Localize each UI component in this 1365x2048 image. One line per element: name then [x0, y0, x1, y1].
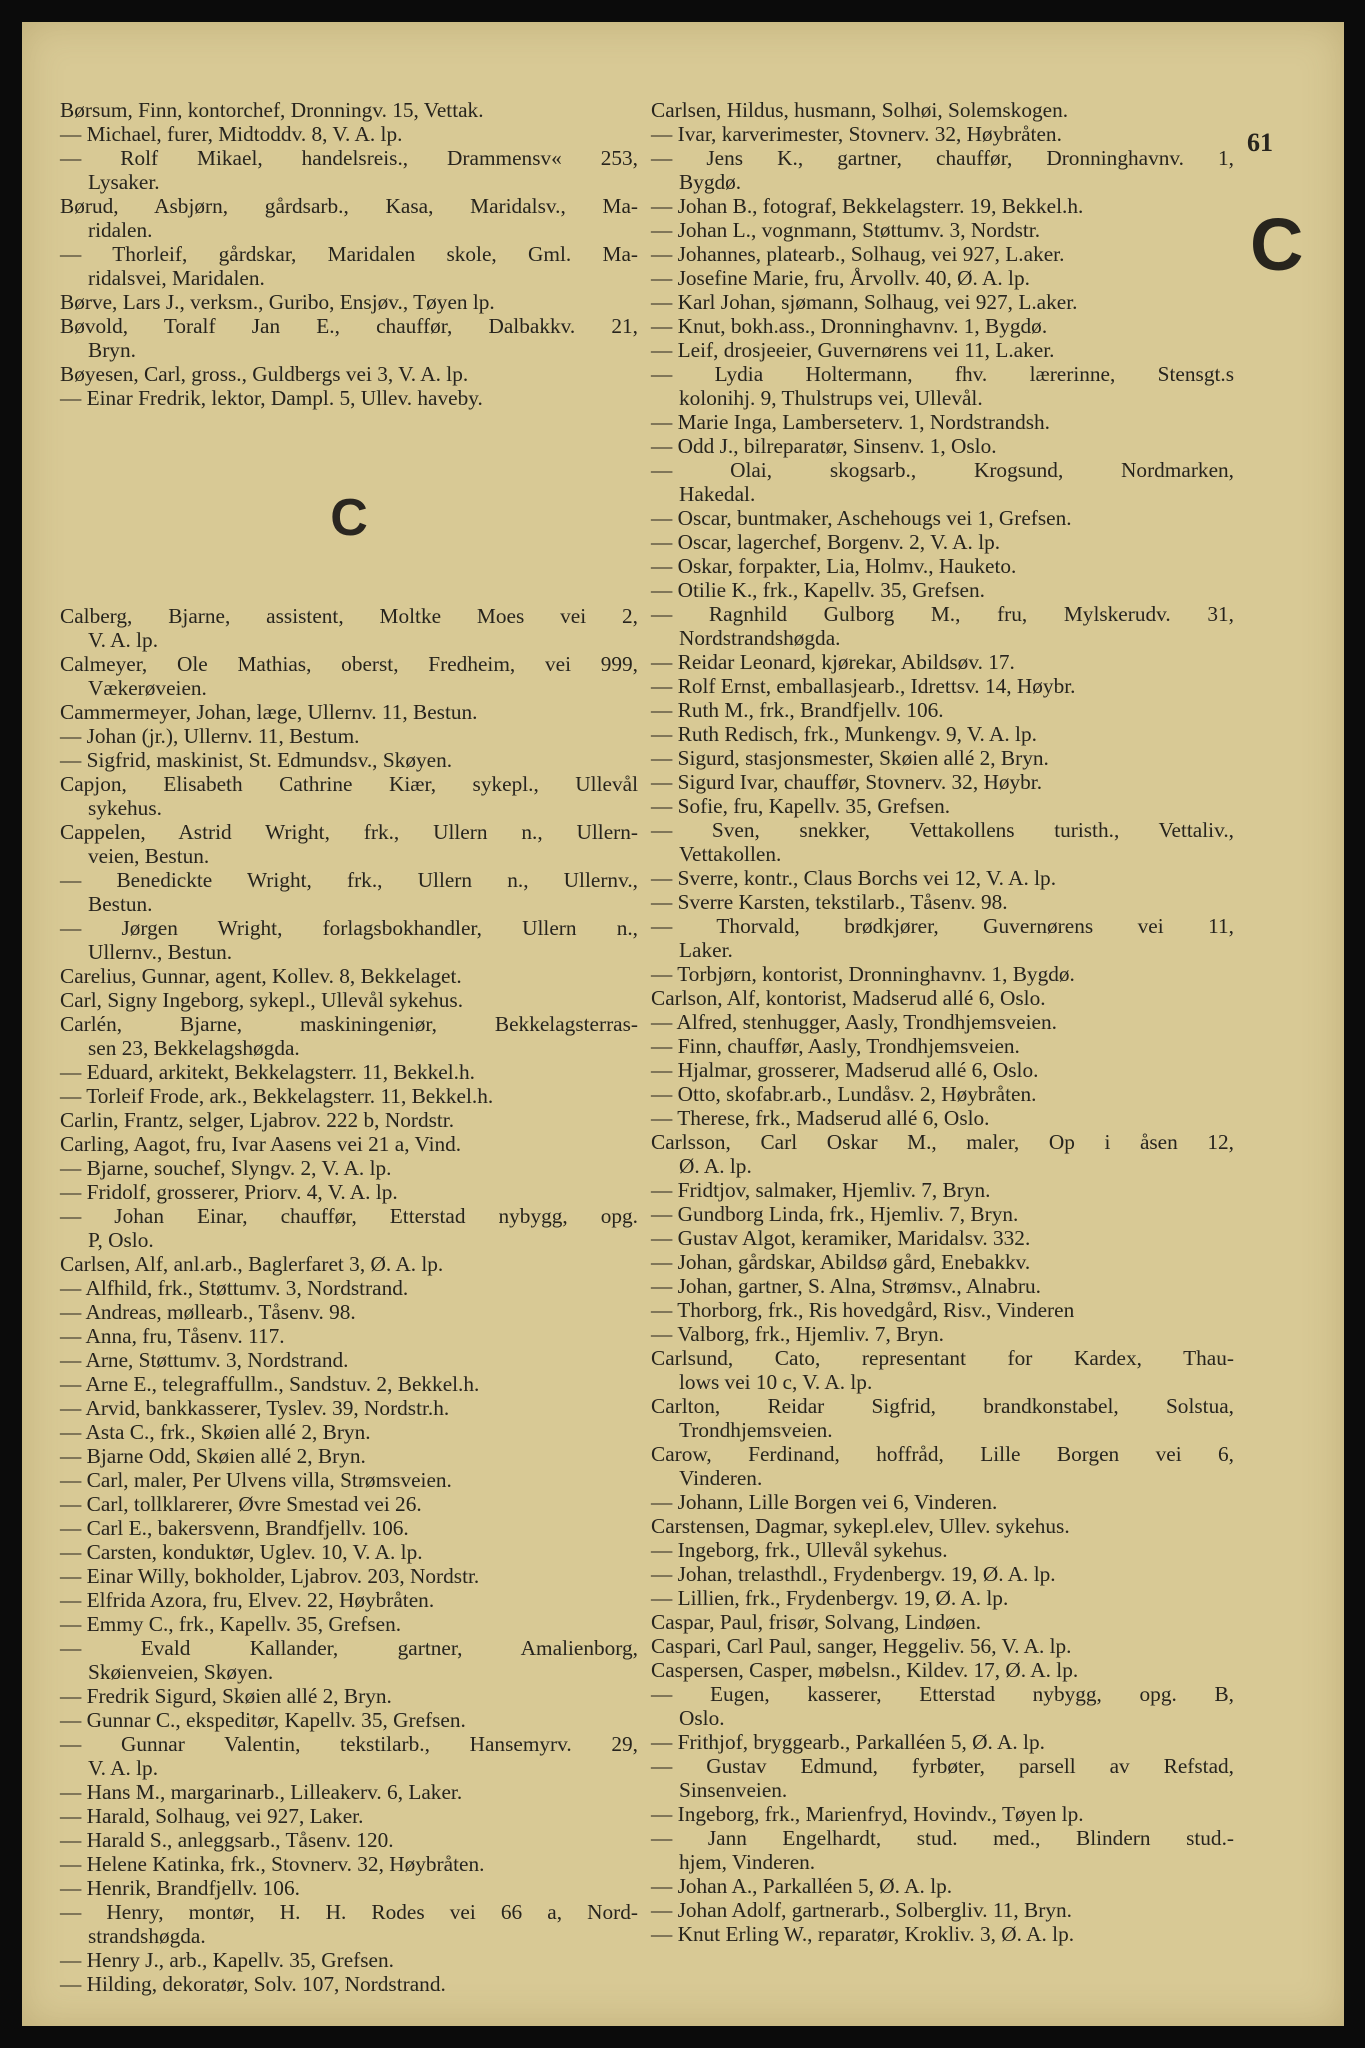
directory-entry [651, 362, 1234, 410]
directory-entry [651, 1322, 1234, 1346]
entry-line: — Gustav Edmund, fyrbøter, parsell av Refstad, [651, 1754, 1234, 1778]
directory-entry [60, 1348, 638, 1372]
directory-entry [651, 458, 1234, 506]
entry-line: — Eugen, kasserer, Etterstad nybygg, opg. B, [651, 1682, 1234, 1706]
entry-line: — Oskar, forpakter, Lia, Holmv., Hauketo. [651, 554, 1017, 578]
directory-entry [60, 1108, 638, 1132]
entry-continuation-line: Laker. [679, 938, 733, 962]
entry-line: — Olai, skogsarb., Krogsund, Nordmarken, [651, 458, 1234, 482]
left-column [60, 98, 638, 1996]
entry-line: — Henry, montør, H. H. Rodes vei 66 a, Nord- [60, 1900, 638, 1924]
directory-entry [651, 506, 1234, 530]
directory-entry [651, 866, 1234, 890]
directory-entry [60, 122, 638, 146]
entry-line: — Karl Johan, sjømann, Solhaug, vei 927, L.aker. [651, 290, 1078, 314]
directory-entry [60, 242, 638, 290]
directory-entry [60, 1612, 638, 1636]
entry-continuation-line: veien, Bestun. [88, 844, 210, 868]
directory-entry [651, 1754, 1234, 1802]
directory-entry [651, 1514, 1234, 1538]
entry-line: Bøvold, Toralf Jan E., chauffør, Dalbakkv. 21, [60, 314, 638, 338]
entry-line: Caspar, Paul, frisør, Solvang, Lindøen. [651, 1610, 982, 1634]
entry-line: — Sverre Karsten, tekstilarb., Tåsenv. 98. [651, 890, 1008, 914]
entry-line: — Torbjørn, kontorist, Dronninghavnv. 1, Bygdø. [651, 962, 1075, 986]
directory-entry [60, 1060, 638, 1084]
directory-entry [60, 1972, 638, 1996]
directory-entry [60, 1156, 638, 1180]
directory-entry [651, 1130, 1234, 1178]
entry-continuation-line: hjem, Vinderen. [679, 1850, 816, 1874]
entry-line: — Ingeborg, frk., Ullevål sykehus. [651, 1538, 948, 1562]
directory-entry [60, 1132, 638, 1156]
entry-line: Carlson, Alf, kontorist, Madserud allé 6, Oslo. [651, 986, 1046, 1010]
directory-entry [60, 652, 638, 700]
directory-entry [651, 314, 1234, 338]
thumb-index-letter: C [1250, 203, 1304, 286]
entry-continuation-line: V. A. lp. [88, 1756, 159, 1780]
entry-line: — Benedickte Wright, frk., Ullern n., Ullernv., [60, 868, 638, 892]
entry-line: — Gustav Algot, keramiker, Maridalsv. 332. [651, 1226, 1031, 1250]
entry-line: — Lydia Holtermann, fhv. lærerinne, Stensgt.s [651, 362, 1234, 386]
directory-entry [651, 722, 1234, 746]
directory-entry [651, 650, 1234, 674]
entry-continuation-line: Bestun. [88, 892, 153, 916]
directory-entry [651, 1178, 1234, 1202]
directory-entry [651, 914, 1234, 962]
directory-entry [60, 868, 638, 916]
entry-line: — Henrik, Brandfjellv. 106. [60, 1876, 300, 1900]
entry-line: — Sofie, fru, Kapellv. 35, Grefsen. [651, 794, 951, 818]
entry-line: Capjon, Elisabeth Cathrine Kiær, sykepl., Ullevål [60, 772, 638, 796]
directory-entry [60, 1372, 638, 1396]
directory-entry [651, 1538, 1234, 1562]
entries-before-section [60, 98, 638, 410]
entry-line: — Evald Kallander, gartner, Amalienborg, [60, 1636, 638, 1660]
directory-entry [651, 1874, 1234, 1898]
entry-line: — Johan L., vognmann, Støttumv. 3, Nordstr. [651, 218, 1041, 242]
directory-entry [60, 724, 638, 748]
entry-line: — Thorleif, gårdskar, Maridalen skole, Gml. Ma- [60, 242, 638, 266]
entry-line: — Jørgen Wright, forlagsbokhandler, Ullern n., [60, 916, 638, 940]
directory-entry [651, 698, 1234, 722]
entry-continuation-line: Bygdø. [679, 170, 742, 194]
directory-entry [60, 194, 638, 242]
entry-line: — Oscar, lagerchef, Borgenv. 2, V. A. lp. [651, 530, 1001, 554]
directory-entry [60, 386, 638, 410]
entry-line: — Johan, gartner, S. Alna, Strømsv., Alnabru. [651, 1274, 1041, 1298]
entry-line: — Jann Engelhardt, stud. med., Blindern stud.- [651, 1826, 1234, 1850]
directory-entry [651, 338, 1234, 362]
entry-line: Børsum, Finn, kontorchef, Dronningv. 15, Vettak. [60, 98, 484, 122]
directory-entry [60, 1732, 638, 1780]
entry-continuation-line: Vettakollen. [679, 842, 782, 866]
entry-line: — Sven, snekker, Vettakollens turisth., Vettaliv., [651, 818, 1234, 842]
entry-line: — Harald S., anleggsarb., Tåsenv. 120. [60, 1828, 394, 1852]
directory-entry [651, 818, 1234, 866]
entry-line: — Johan, trelasthdl., Frydenbergv. 19, Ø. A. lp. [651, 1562, 1056, 1586]
entry-continuation-line: strandshøgda. [88, 1924, 206, 1948]
entry-continuation-line: sen 23, Bekkelagshøgda. [88, 1036, 300, 1060]
entry-line: — Jens K., gartner, chauffør, Dronninghavnv. 1, [651, 146, 1234, 170]
entry-line: Børve, Lars J., verksm., Guribo, Ensjøv., Tøyen lp. [60, 290, 495, 314]
entry-line: Calmeyer, Ole Mathias, oberst, Fredheim, vei 999, [60, 652, 638, 676]
directory-entry [60, 1780, 638, 1804]
directory-entry [651, 1442, 1234, 1490]
entry-line: Carlton, Reidar Sigfrid, brandkonstabel, Solstua, [651, 1394, 1234, 1418]
directory-entry [651, 146, 1234, 194]
directory-entry [651, 746, 1234, 770]
directory-entry [60, 1852, 638, 1876]
entry-line: Carlén, Bjarne, maskiningeniør, Bekkelagsterras- [60, 1012, 638, 1036]
entry-continuation-line: Oslo. [679, 1706, 725, 1730]
directory-entry [60, 964, 638, 988]
entry-line: Børud, Asbjørn, gårdsarb., Kasa, Maridalsv., Ma- [60, 194, 638, 218]
directory-entry [60, 1396, 638, 1420]
entries-section-c [60, 604, 638, 1996]
directory-entry [651, 890, 1234, 914]
directory-entry [60, 1252, 638, 1276]
entry-line: Carl, Signy Ingeborg, sykepl., Ullevål sykehus. [60, 988, 464, 1012]
entry-line: — Gunnar Valentin, tekstilarb., Hansemyrv. 29, [60, 1732, 638, 1756]
directory-entry [651, 1010, 1234, 1034]
entry-line: — Hans M., margarinarb., Lilleakerv. 6, Laker. [60, 1780, 463, 1804]
entry-line: — Ivar, karverimester, Stovnerv. 32, Høybråten. [651, 122, 1062, 146]
directory-entry [60, 1540, 638, 1564]
directory-entry [60, 1324, 638, 1348]
entry-continuation-line: Vinderen. [679, 1466, 763, 1490]
directory-entry [651, 1730, 1234, 1754]
entry-line: Calberg, Bjarne, assistent, Moltke Moes vei 2, [60, 604, 638, 628]
entry-line: Cappelen, Astrid Wright, frk., Ullern n., Ullern- [60, 820, 638, 844]
directory-entry [651, 1562, 1234, 1586]
directory-entry [60, 1444, 638, 1468]
directory-entry [651, 1826, 1234, 1874]
entry-line: Carow, Ferdinand, hoffråd, Lille Borgen vei 6, [651, 1442, 1234, 1466]
directory-entry [651, 1058, 1234, 1082]
entry-line: — Hilding, dekoratør, Solv. 107, Nordstrand. [60, 1972, 446, 1996]
entry-line: — Arvid, bankkasserer, Tyslev. 39, Nordstr.h. [60, 1396, 450, 1420]
directory-entry [651, 410, 1234, 434]
entry-line: — Therese, frk., Madserud allé 6, Oslo. [651, 1106, 990, 1130]
directory-entry [651, 1658, 1234, 1682]
entry-line: — Knut Erling W., reparatør, Krokliv. 3, Ø. A. lp. [651, 1922, 1075, 1946]
entry-line: — Rolf Ernst, emballasjearb., Idrettsv. 14, Høybr. [651, 674, 1076, 698]
entry-line: — Johan Adolf, gartnerarb., Solbergliv. 11, Bryn. [651, 1898, 1072, 1922]
entry-continuation-line: Ø. A. lp. [679, 1154, 752, 1178]
entry-line: — Knut, bokh.ass., Dronninghavnv. 1, Bygdø. [651, 314, 1048, 338]
entry-line: Caspersen, Casper, møbelsn., Kildev. 17, Ø. A. lp. [651, 1658, 1079, 1682]
entry-line: — Thorvald, brødkjører, Guvernørens vei 11, [651, 914, 1234, 938]
directory-entry [60, 988, 638, 1012]
entry-line: — Harald, Solhaug, vei 927, Laker. [60, 1804, 364, 1828]
directory-entry [60, 1564, 638, 1588]
entry-line: Carelius, Gunnar, agent, Kollev. 8, Bekkelaget. [60, 964, 462, 988]
entry-line: — Michael, furer, Midtoddv. 8, V. A. lp. [60, 122, 403, 146]
entry-line: — Alfhild, frk., Støttumv. 3, Nordstrand. [60, 1276, 409, 1300]
directory-entry [60, 1180, 638, 1204]
directory-entry [60, 1276, 638, 1300]
entry-line: — Gunnar C., ekspeditør, Kapellv. 35, Grefsen. [60, 1708, 466, 1732]
entry-continuation-line: Vækerøveien. [88, 676, 207, 700]
directory-entry [651, 434, 1234, 458]
entry-line: — Eduard, arkitekt, Bekkelagsterr. 11, Bekkel.h. [60, 1060, 475, 1084]
directory-entry [651, 530, 1234, 554]
entry-line: — Johan Einar, chauffør, Etterstad nybygg, opg. [60, 1204, 638, 1228]
entry-continuation-line: V. A. lp. [88, 628, 159, 652]
entry-line: — Alfred, stenhugger, Aasly, Trondhjemsveien. [651, 1010, 1057, 1034]
entry-line: — Fridolf, grosserer, Priorv. 4, V. A. lp. [60, 1180, 398, 1204]
entry-continuation-line: P, Oslo. [88, 1228, 154, 1252]
directory-entry [60, 1084, 638, 1108]
entry-continuation-line: Ullernv., Bestun. [88, 940, 233, 964]
directory-entry [60, 604, 638, 652]
entry-line: — Johan (jr.), Ullernv. 11, Bestum. [60, 724, 360, 748]
directory-entry [60, 1468, 638, 1492]
directory-entry [651, 1034, 1234, 1058]
directory-entry [651, 1610, 1234, 1634]
directory-entry [651, 1586, 1234, 1610]
entry-line: — Otilie K., frk., Kapellv. 35, Grefsen. [651, 578, 985, 602]
directory-entry [60, 362, 638, 386]
directory-entry [60, 1684, 638, 1708]
entry-line: — Otto, skofabr.arb., Lundåsv. 2, Høybråten. [651, 1082, 1037, 1106]
entry-line: Carling, Aagot, fru, Ivar Aasens vei 21 a, Vind. [60, 1132, 462, 1156]
entry-line: — Ruth M., frk., Brandfjellv. 106. [651, 698, 944, 722]
entry-line: — Ragnhild Gulborg M., fru, Mylskerudv. 31, [651, 602, 1234, 626]
entry-continuation-line: ridalsvei, Maridalen. [88, 266, 265, 290]
entry-line: — Reidar Leonard, kjørekar, Abildsøv. 17. [651, 650, 1015, 674]
directory-entry [651, 1802, 1234, 1826]
entry-line: — Johan A., Parkalléen 5, Ø. A. lp. [651, 1874, 953, 1898]
directory-entry [60, 1708, 638, 1732]
entry-continuation-line: Nordstrandshøgda. [679, 626, 841, 650]
directory-entry [60, 1204, 638, 1252]
directory-entry [651, 1298, 1234, 1322]
directory-entry [651, 674, 1234, 698]
entry-line: — Helene Katinka, frk., Stovnerv. 32, Høybråten. [60, 1852, 485, 1876]
entry-continuation-line: Sinsenveien. [679, 1778, 788, 1802]
directory-entry [651, 1106, 1234, 1130]
entry-continuation-line: Lysaker. [88, 170, 160, 194]
entry-line: — Frithjof, bryggearb., Parkalléen 5, Ø. A. lp. [651, 1730, 1045, 1754]
entry-line: — Oscar, buntmaker, Aschehougs vei 1, Grefsen. [651, 506, 1072, 530]
entry-line: Carlsson, Carl Oskar M., maler, Op i åsen 12, [651, 1130, 1234, 1154]
entry-line: — Rolf Mikael, handelsreis., Drammensv« 253, [60, 146, 638, 170]
entry-line: — Elfrida Azora, fru, Elvev. 22, Høybråten. [60, 1588, 435, 1612]
entry-line: — Sigurd, stasjonsmester, Skøien allé 2, Bryn. [651, 746, 1049, 770]
entry-line: — Carl, maler, Per Ulvens villa, Strømsveien. [60, 1468, 452, 1492]
directory-entry [60, 1828, 638, 1852]
directory-entry [651, 266, 1234, 290]
directory-page [22, 22, 1344, 2026]
entry-line: — Arne E., telegraffullm., Sandstuv. 2, Bekkel.h. [60, 1372, 480, 1396]
directory-entry [60, 1804, 638, 1828]
directory-entry [651, 1682, 1234, 1730]
directory-entry [651, 1898, 1234, 1922]
directory-entry [651, 1394, 1234, 1442]
entry-continuation-line: Skøienveien, Skøyen. [88, 1660, 274, 1684]
directory-entry [651, 578, 1234, 602]
entry-line: — Sverre, kontr., Claus Borchs vei 12, V. A. lp. [651, 866, 1057, 890]
entry-line: Cammermeyer, Johan, læge, Ullernv. 11, Bestun. [60, 700, 478, 724]
entry-continuation-line: Trondhjemsveien. [679, 1418, 833, 1442]
entry-line: — Carl, tollklarerer, Øvre Smestad vei 26. [60, 1492, 422, 1516]
directory-entry [60, 290, 638, 314]
directory-entry [651, 1250, 1234, 1274]
directory-entry [60, 1420, 638, 1444]
directory-entry [60, 1900, 638, 1948]
entry-line: — Arne, Støttumv. 3, Nordstrand. [60, 1348, 349, 1372]
entry-line: — Johan, gårdskar, Abildsø gård, Enebakkv. [651, 1250, 1031, 1274]
directory-entry [651, 770, 1234, 794]
directory-entry [651, 1274, 1234, 1298]
entry-line: — Gundborg Linda, frk., Hjemliv. 7, Bryn. [651, 1202, 1019, 1226]
entry-line: — Johan B., fotograf, Bekkelagsterr. 19, Bekkel.h. [651, 194, 1084, 218]
entry-line: Carlsen, Hildus, husmann, Solhøi, Solemskogen. [651, 98, 1069, 122]
entry-line: — Hjalmar, grosserer, Madserud allé 6, Oslo. [651, 1058, 1039, 1082]
entry-line: Carlin, Frantz, selger, Ljabrov. 222 b, Nordstr. [60, 1108, 455, 1132]
entry-line: — Fridtjov, salmaker, Hjemliv. 7, Bryn. [651, 1178, 991, 1202]
entry-line: — Ingeborg, frk., Marienfryd, Hovindv., Tøyen lp. [651, 1802, 1084, 1826]
entry-continuation-line: Hakedal. [679, 482, 756, 506]
entry-continuation-line: ridalen. [88, 218, 153, 242]
entry-line: Carlsund, Cato, representant for Kardex, Thau- [651, 1346, 1234, 1370]
entry-line: — Emmy C., frk., Kapellv. 35, Grefsen. [60, 1612, 402, 1636]
entry-line: — Bjarne Odd, Skøien allé 2, Bryn. [60, 1444, 366, 1468]
right-column [651, 98, 1234, 1946]
page-number: 61 [1247, 128, 1273, 157]
directory-entry [60, 146, 638, 194]
directory-entry [60, 1300, 638, 1324]
directory-entry [60, 1876, 638, 1900]
entry-line: — Josefine Marie, fru, Årvollv. 40, Ø. A. lp. [651, 266, 1030, 290]
entry-line: — Carsten, konduktør, Uglev. 10, V. A. lp. [60, 1540, 423, 1564]
directory-entry [651, 1346, 1234, 1394]
entry-line: — Fredrik Sigurd, Skøien allé 2, Bryn. [60, 1684, 392, 1708]
directory-entry [651, 122, 1234, 146]
entry-line: — Lillien, frk., Frydenbergv. 19, Ø. A. lp. [651, 1586, 1009, 1610]
entry-line: — Finn, chauffør, Aasly, Trondhjemsveien. [651, 1034, 1020, 1058]
entry-line: Carstensen, Dagmar, sykepl.elev, Ullev. sykehus. [651, 1514, 1070, 1538]
entry-line: Bøyesen, Carl, gross., Guldbergs vei 3, V. A. lp. [60, 362, 469, 386]
entry-line: — Johannes, platearb., Solhaug, vei 927, L.aker. [651, 242, 1065, 266]
directory-entry [60, 98, 638, 122]
directory-entry [651, 194, 1234, 218]
directory-entry [651, 1082, 1234, 1106]
directory-entry [60, 820, 638, 868]
entry-line: — Ruth Redisch, frk., Munkengv. 9, V. A. lp. [651, 722, 1037, 746]
entry-line: Carlsen, Alf, anl.arb., Baglerfaret 3, Ø. A. lp. [60, 1252, 444, 1276]
directory-entry [60, 700, 638, 724]
directory-entry [60, 1012, 638, 1060]
entry-line: — Anna, fru, Tåsenv. 117. [60, 1324, 285, 1348]
directory-entry [651, 554, 1234, 578]
directory-entry [60, 1588, 638, 1612]
directory-entry [651, 794, 1234, 818]
directory-entry [651, 602, 1234, 650]
entry-line: — Asta C., frk., Skøien allé 2, Bryn. [60, 1420, 371, 1444]
section-heading-letter: C [330, 489, 368, 547]
directory-entry [60, 772, 638, 820]
entry-line: Caspari, Carl Paul, sanger, Heggeliv. 56, V. A. lp. [651, 1634, 1072, 1658]
entry-continuation-line: Bryn. [88, 338, 136, 362]
entry-line: — Leif, drosjeeier, Guvernørens vei 11, L.aker. [651, 338, 1055, 362]
entry-line: — Henry J., arb., Kapellv. 35, Grefsen. [60, 1948, 394, 1972]
directory-entry [651, 986, 1234, 1010]
entry-line: — Marie Inga, Lamberseterv. 1, Nordstrandsh. [651, 410, 1050, 434]
directory-entry [60, 1492, 638, 1516]
directory-entry [651, 1634, 1234, 1658]
entry-line: — Carl E., bakersvenn, Brandfjellv. 106. [60, 1516, 409, 1540]
directory-entry [60, 748, 638, 772]
directory-entry [651, 962, 1234, 986]
entry-line: — Bjarne, souchef, Slyngv. 2, V. A. lp. [60, 1156, 392, 1180]
directory-entry [60, 314, 638, 362]
directory-entry [60, 916, 638, 964]
directory-entry [60, 1516, 638, 1540]
entry-line: — Sigfrid, maskinist, St. Edmundsv., Skøyen. [60, 748, 453, 772]
directory-entry [651, 218, 1234, 242]
entry-line: — Thorborg, frk., Ris hovedgård, Risv., Vinderen [651, 1298, 1075, 1322]
entry-line: — Valborg, frk., Hjemliv. 7, Bryn. [651, 1322, 945, 1346]
entries-right-column [651, 98, 1234, 1946]
directory-entry [651, 98, 1234, 122]
directory-entry [651, 1922, 1234, 1946]
directory-entry [651, 1490, 1234, 1514]
directory-entry [60, 1636, 638, 1684]
directory-entry [60, 1948, 638, 1972]
entry-line: — Andreas, møllearb., Tåsenv. 98. [60, 1300, 356, 1324]
entry-line: — Torleif Frode, ark., Bekkelagsterr. 11, Bekkel.h. [60, 1084, 494, 1108]
entry-line: — Sigurd Ivar, chauffør, Stovnerv. 32, Høybr. [651, 770, 1043, 794]
directory-entry [651, 242, 1234, 266]
entry-continuation-line: sykehus. [88, 796, 162, 820]
directory-entry [651, 1226, 1234, 1250]
entry-line: — Odd J., bilreparatør, Sinsenv. 1, Oslo. [651, 434, 997, 458]
entry-line: — Einar Willy, bokholder, Ljabrov. 203, Nordstr. [60, 1564, 480, 1588]
entry-line: — Johann, Lille Borgen vei 6, Vinderen. [651, 1490, 998, 1514]
directory-entry [651, 290, 1234, 314]
entry-continuation-line: kolonihj. 9, Thulstrups vei, Ullevål. [679, 386, 983, 410]
entry-continuation-line: lows vei 10 c, V. A. lp. [679, 1370, 873, 1394]
entry-line: — Einar Fredrik, lektor, Dampl. 5, Ullev. haveby. [60, 386, 483, 410]
directory-entry [651, 1202, 1234, 1226]
